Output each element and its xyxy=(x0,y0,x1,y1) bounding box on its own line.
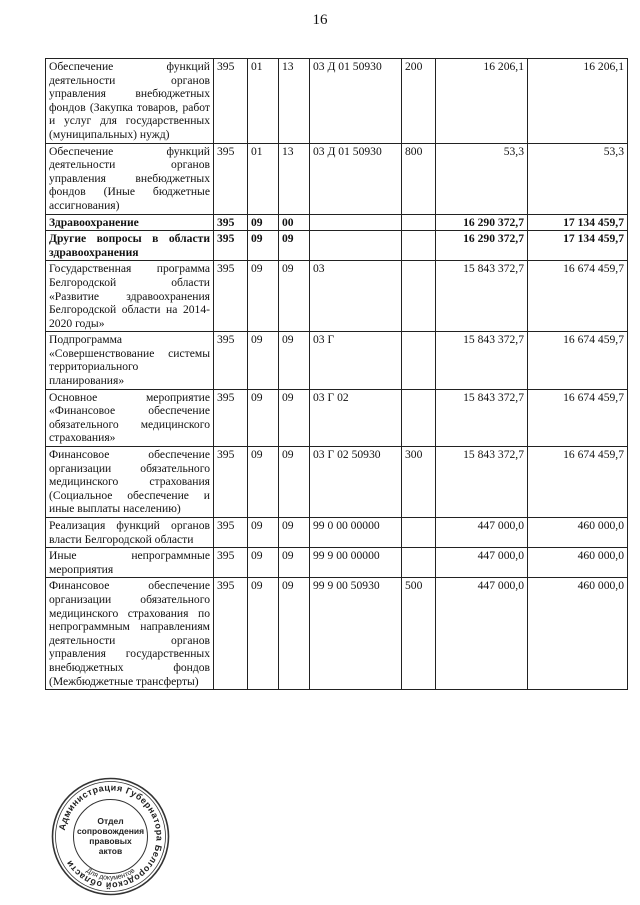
cell-csr: 99 9 00 00000 xyxy=(310,548,402,578)
cell-csr: 99 9 00 50930 xyxy=(310,578,402,690)
cell-rz: 09 xyxy=(248,389,279,446)
cell-vr xyxy=(402,214,436,231)
cell-name: Обеспечение функций деятельности органов управления внебюджетных фондов (Закупка товаров, работ и услуг для государственных (муниципальных) нужд) xyxy=(46,59,214,144)
cell-name: Обеспечение функций деятельности органов управления внебюджетных фондов (Иные бюджетные ассигнования) xyxy=(46,143,214,214)
cell-name: Основное мероприятие «Финансовое обеспечение обязательного медицинского страхования» xyxy=(46,389,214,446)
cell-rz: 09 xyxy=(248,447,279,518)
stamp-line-4: актов xyxy=(98,846,123,856)
stamp-line-3: правовых xyxy=(89,836,132,846)
cell-y2: 53,3 xyxy=(528,143,628,214)
cell-gr: 395 xyxy=(214,261,248,332)
cell-csr: 03 Г 02 50930 xyxy=(310,447,402,518)
cell-y1: 15 843 372,7 xyxy=(436,332,528,389)
cell-pr: 09 xyxy=(279,578,310,690)
cell-name: Подпрограмма «Совершенствование системы территориального планирования» xyxy=(46,332,214,389)
cell-y1: 53,3 xyxy=(436,143,528,214)
cell-name: Другие вопросы в области здравоохранения xyxy=(46,231,214,261)
cell-rz: 09 xyxy=(248,261,279,332)
cell-pr: 09 xyxy=(279,332,310,389)
cell-gr: 395 xyxy=(214,214,248,231)
page-number: 16 xyxy=(312,12,328,28)
cell-gr: 395 xyxy=(214,389,248,446)
cell-name: Здравоохранение xyxy=(46,214,214,231)
cell-rz: 09 xyxy=(248,518,279,548)
cell-rz: 01 xyxy=(248,143,279,214)
table-row xyxy=(46,143,628,214)
cell-gr: 395 xyxy=(214,59,248,144)
cell-gr: 395 xyxy=(214,447,248,518)
cell-pr: 09 xyxy=(279,261,310,332)
table-row xyxy=(46,261,628,332)
cell-vr xyxy=(402,261,436,332)
cell-pr: 09 xyxy=(279,548,310,578)
cell-name: Иные непрограммные мероприятия xyxy=(46,548,214,578)
cell-csr xyxy=(310,214,402,231)
cell-csr: 03 xyxy=(310,261,402,332)
stamp-line-1: Отдел xyxy=(97,816,124,826)
cell-rz: 09 xyxy=(248,332,279,389)
stamp-line-2: сопровождения xyxy=(76,826,145,836)
cell-y2: 16 674 459,7 xyxy=(528,447,628,518)
cell-vr xyxy=(402,332,436,389)
cell-name: Государственная программа Белгородской области «Развитие здравоохранения Белгородской области на 2014-2020 годы» xyxy=(46,261,214,332)
table-row xyxy=(46,389,628,446)
table-row xyxy=(46,578,628,690)
cell-y2: 16 674 459,7 xyxy=(528,332,628,389)
cell-rz: 09 xyxy=(248,214,279,231)
cell-y2: 460 000,0 xyxy=(528,578,628,690)
cell-name: Финансовое обеспечение организации обязательного медицинского страхования по непрограммным направлениям деятельности органов управления государственных внебюджетных фондов (Межбюджетные трансферты) xyxy=(46,578,214,690)
table-row xyxy=(46,518,628,548)
cell-gr: 395 xyxy=(214,143,248,214)
table-row xyxy=(46,231,628,261)
cell-y2: 17 134 459,7 xyxy=(528,231,628,261)
cell-vr: 500 xyxy=(402,578,436,690)
cell-vr: 300 xyxy=(402,447,436,518)
cell-rz: 09 xyxy=(248,548,279,578)
cell-y2: 16 674 459,7 xyxy=(528,389,628,446)
cell-gr: 395 xyxy=(214,548,248,578)
cell-rz: 09 xyxy=(248,231,279,261)
table-body xyxy=(46,59,628,690)
stamp-bottom-text: Для документов xyxy=(84,867,137,882)
cell-y1: 16 206,1 xyxy=(436,59,528,144)
cell-pr: 09 xyxy=(279,389,310,446)
cell-y1: 447 000,0 xyxy=(436,518,528,548)
cell-csr: 03 Д 01 50930 xyxy=(310,59,402,144)
cell-csr: 03 Д 01 50930 xyxy=(310,143,402,214)
stamp-ring-text: Администрация Губернатора Белгородской области xyxy=(56,782,165,891)
cell-pr: 09 xyxy=(279,231,310,261)
cell-y2: 17 134 459,7 xyxy=(528,214,628,231)
cell-pr: 09 xyxy=(279,518,310,548)
cell-y1: 447 000,0 xyxy=(436,578,528,690)
cell-csr: 99 0 00 00000 xyxy=(310,518,402,548)
cell-y1: 15 843 372,7 xyxy=(436,447,528,518)
cell-pr: 00 xyxy=(279,214,310,231)
table-row xyxy=(46,214,628,231)
table-row xyxy=(46,332,628,389)
cell-vr: 200 xyxy=(402,59,436,144)
table-row xyxy=(46,548,628,578)
cell-pr: 13 xyxy=(279,59,310,144)
cell-name: Реализация функций органов власти Белгородской области xyxy=(46,518,214,548)
cell-rz: 01 xyxy=(248,59,279,144)
table-row xyxy=(46,447,628,518)
stamp-seal-icon xyxy=(48,774,173,899)
cell-pr: 09 xyxy=(279,447,310,518)
table-row xyxy=(46,59,628,144)
cell-pr: 13 xyxy=(279,143,310,214)
cell-y1: 16 290 372,7 xyxy=(436,214,528,231)
cell-y1: 16 290 372,7 xyxy=(436,231,528,261)
budget-table xyxy=(45,58,628,690)
cell-y1: 447 000,0 xyxy=(436,548,528,578)
cell-gr: 395 xyxy=(214,332,248,389)
cell-y2: 16 206,1 xyxy=(528,59,628,144)
cell-gr: 395 xyxy=(214,578,248,690)
cell-y2: 16 674 459,7 xyxy=(528,261,628,332)
cell-gr: 395 xyxy=(214,518,248,548)
cell-csr xyxy=(310,231,402,261)
cell-y1: 15 843 372,7 xyxy=(436,389,528,446)
official-stamp xyxy=(48,774,173,899)
cell-y1: 15 843 372,7 xyxy=(436,261,528,332)
cell-rz: 09 xyxy=(248,578,279,690)
cell-vr: 800 xyxy=(402,143,436,214)
cell-csr: 03 Г xyxy=(310,332,402,389)
cell-y2: 460 000,0 xyxy=(528,548,628,578)
cell-y2: 460 000,0 xyxy=(528,518,628,548)
cell-gr: 395 xyxy=(214,231,248,261)
cell-name: Финансовое обеспечение организации обязательного медицинского страхования (Социальное обеспечение и иные выплаты населению) xyxy=(46,447,214,518)
cell-vr xyxy=(402,389,436,446)
cell-vr xyxy=(402,518,436,548)
cell-csr: 03 Г 02 xyxy=(310,389,402,446)
cell-vr xyxy=(402,231,436,261)
cell-vr xyxy=(402,548,436,578)
